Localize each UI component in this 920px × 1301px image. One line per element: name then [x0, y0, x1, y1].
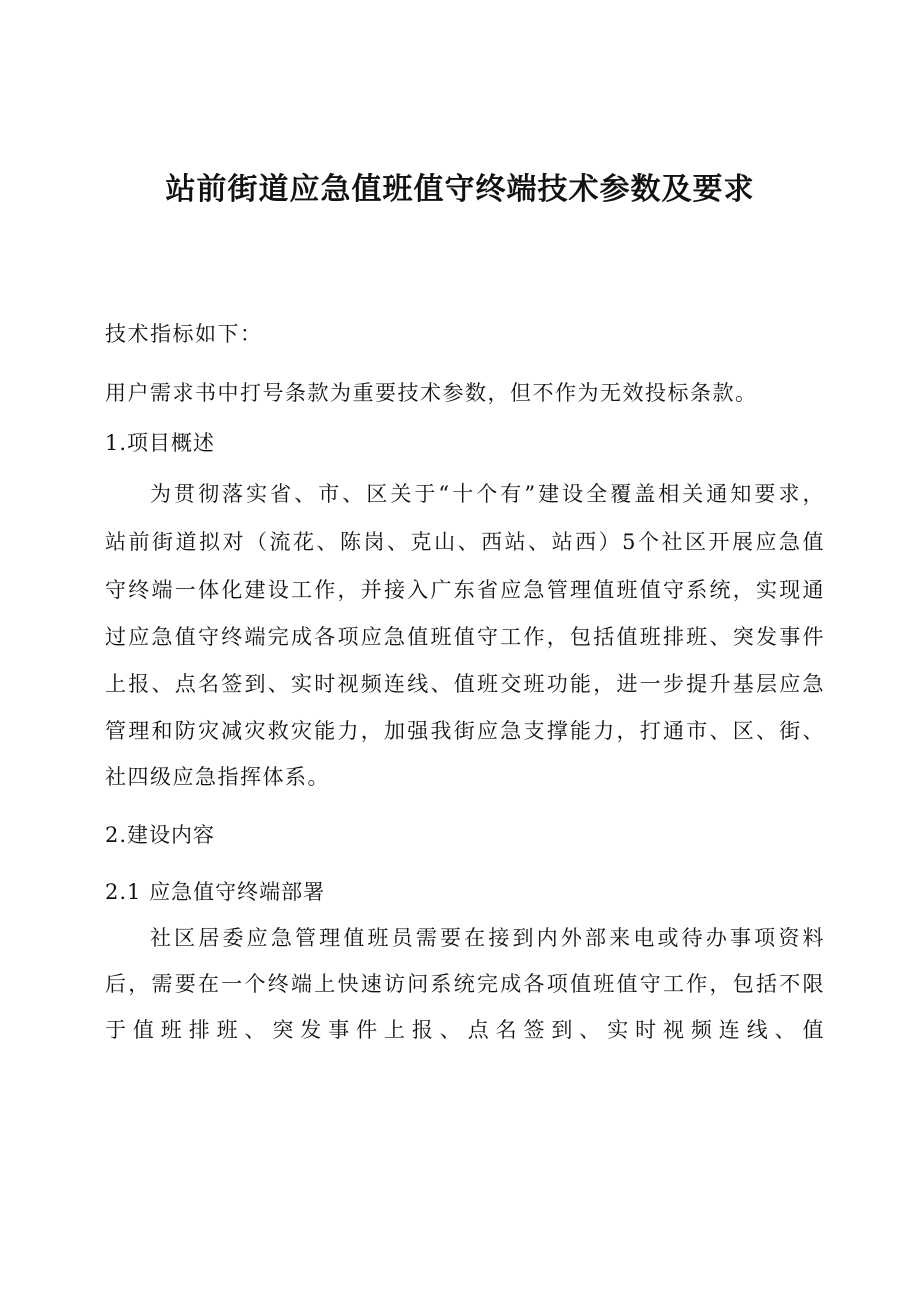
section-2-line: 于值班排班、突发事件上报、点名签到、实时视频连线、值: [105, 1018, 825, 1042]
note-text: 用户需求书中打号条款为重要技术参数，但不作为无效投标条款。: [105, 381, 758, 405]
section-2-line: 社区居委应急管理值班员需要在接到内外部来电或待办事项资料: [150, 926, 825, 950]
section-1-line: 社四级应急指挥体系。: [105, 765, 330, 789]
section-2-1-heading: 2.1 应急值守终端部署: [105, 880, 326, 904]
section-2-heading: 2.建设内容: [105, 823, 216, 847]
intro-text: 技术指标如下：: [105, 322, 263, 346]
section-1-line: 过应急值守终端完成各项应急值班值守工作，包括值班排班、突发事件: [105, 625, 825, 649]
section-1-line: 管理和防灾减灾救灾能力，加强我街应急支撑能力，打通市、区、街、: [105, 719, 825, 743]
document-title: 站前街道应急值班值守终端技术参数及要求: [165, 172, 755, 207]
section-1-line: 站前街道拟对（流花、陈岗、克山、西站、站西）5个社区开展应急值: [105, 530, 825, 554]
section-1-line: 为贯彻落实省、市、区关于“十个有”建设全覆盖相关通知要求，: [150, 482, 825, 506]
section-1-line: 上报、点名签到、实时视频连线、值班交班功能，进一步提升基层应急: [105, 672, 825, 696]
section-1-line: 守终端一体化建设工作，并接入广东省应急管理值班值守系统，实现通: [105, 578, 825, 602]
section-2-line: 后，需要在一个终端上快速访问系统完成各项值班值守工作，包括不限: [105, 972, 825, 996]
section-1-heading: 1.项目概述: [105, 431, 216, 455]
